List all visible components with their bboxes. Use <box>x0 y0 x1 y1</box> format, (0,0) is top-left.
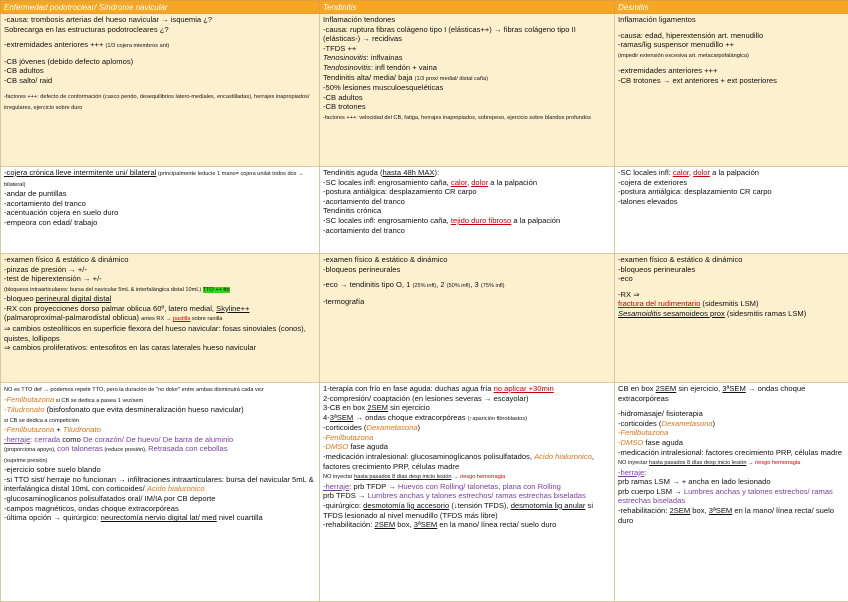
text-run: -eco → tendinitis tipo O, 1 <box>323 280 412 289</box>
cell-line <box>4 284 316 295</box>
text-run: -RX ⇒ <box>618 290 640 299</box>
text-run: -CB trotones → ext anteriores + ext posteriores <box>618 76 777 85</box>
text-run: -postura antiálgica: desplazamiento CR carpo <box>618 187 772 196</box>
cell-line <box>618 428 845 438</box>
text-run: -causa: edad, hiperextensión art. menudillo <box>618 31 763 40</box>
text-run: Inflamación tendones <box>323 15 395 24</box>
cell-line <box>4 218 316 228</box>
text-run: -examen físico & estático & dinámico <box>4 255 129 264</box>
text-run: antes RX → <box>141 316 173 322</box>
text-run: en la mano/ línea recta/ suelo duro <box>618 506 834 525</box>
text-run: sobre ranilla <box>190 316 222 322</box>
text-run: : prb TFDP → <box>349 482 398 491</box>
cell-line <box>618 506 845 525</box>
cell-line <box>4 405 316 415</box>
cell-line <box>323 394 611 404</box>
text-run: -CB trotones <box>323 102 366 111</box>
text-run: NO inyectar <box>323 474 354 480</box>
cell-line <box>323 178 611 188</box>
text-run: -acortamiento del tranco <box>323 197 405 206</box>
cell-line <box>323 197 611 207</box>
text-run: (impedir extensión excesiva art. metacarpofalángica) <box>618 53 749 59</box>
cell-line <box>618 197 845 207</box>
text-run: → <box>451 474 460 480</box>
text-run: -CB adultos <box>4 66 44 75</box>
text-run: perineural digital distal <box>36 294 112 303</box>
cell-signs-tendinitis <box>320 167 615 254</box>
text-run: -factores +++: velocidad del CB, fatiga, herrajes inapropiados, sobrepeso, ejercicio sobre blandos profundos <box>323 115 591 121</box>
text-run: box, <box>395 520 414 529</box>
cell-line <box>618 76 845 86</box>
row-diagnosis <box>1 254 848 383</box>
text-run: a la palpación <box>710 168 759 177</box>
cell-line <box>618 255 845 265</box>
text-run: -corticoides ( <box>618 419 661 428</box>
cell-line <box>4 25 316 35</box>
text-run: -extremidades anteriores +++ <box>4 40 106 49</box>
text-run: calor <box>673 168 689 177</box>
text-run: -factores +++: defecto de conformación (casco pendo, desequilibrios latero-mediales, encastilladas), herrajes inapropiados/ irregulares, ejercicio sobre duro <box>4 94 310 111</box>
text-run: -última opción → quirúrgico: <box>4 513 101 522</box>
cell-line <box>4 313 316 324</box>
text-run: : inflvainas <box>367 53 403 62</box>
cell-line <box>4 444 316 455</box>
text-run: , <box>467 178 471 187</box>
text-run: Tiludronato <box>63 425 101 434</box>
text-run: + <box>54 425 63 434</box>
text-run: -CB adultos <box>323 93 363 102</box>
text-run: Acido hialuronico <box>534 452 592 461</box>
text-run: -Fenilbutazona <box>323 433 373 442</box>
text-run: ⇒ cambios osteolíticos en superficie flexora del hueso navicular: fosas sinoviales (conos), quistes, lollipops <box>4 324 306 343</box>
cell-line <box>323 102 611 112</box>
text-run: prb cuerpo LSM → <box>618 487 684 496</box>
text-run: Acido hialuronico <box>147 484 205 493</box>
cell-line <box>323 112 611 123</box>
text-run: : infl tendón + vaina <box>371 63 437 72</box>
text-run: (reduce presión), <box>103 447 148 453</box>
header-enfermedad-podotroclear: Enfermedad podotroclear/ Síndrome navicular <box>1 1 320 14</box>
text-run: 2SEM <box>375 520 396 529</box>
text-run: -herraje <box>618 468 644 477</box>
text-run: fase aguda <box>348 442 388 451</box>
text-run: si CB se dedica a pasea 1 vez/sem <box>54 398 143 404</box>
cell-line <box>4 435 316 445</box>
cell-line <box>323 206 611 216</box>
cell-line <box>618 31 845 41</box>
cell-line <box>323 471 611 482</box>
text-run: -campos magnéticos, ondas choque extracorpóreas <box>4 504 179 513</box>
cell-line <box>618 187 845 197</box>
text-run: ): <box>434 168 439 177</box>
text-run: (palmaroproximal-palmarodistal oblicua) <box>4 313 141 322</box>
cell-diagnosis-desmitis <box>615 254 848 383</box>
text-run: no aplicar +30min <box>494 384 554 393</box>
text-run: -bloqueo <box>4 294 36 303</box>
text-run: Tenosinovitis <box>323 53 367 62</box>
text-run: -hidromasaje/ fisioterapia <box>618 409 703 418</box>
cell-line <box>618 477 845 487</box>
cell-line <box>323 423 611 433</box>
text-run: -talones elevados <box>618 197 678 206</box>
cell-line <box>323 25 611 44</box>
cell-line <box>323 255 611 265</box>
text-run: nivel cuartilla <box>217 513 263 522</box>
text-run: : cerrada <box>30 435 60 444</box>
cell-line <box>4 324 316 343</box>
cell-line <box>323 413 611 424</box>
cell-line <box>4 395 316 406</box>
cell-signs-podotroclear <box>1 167 320 254</box>
cell-etiology-podotroclear <box>1 14 320 167</box>
cell-line <box>323 501 611 520</box>
cell-line <box>618 265 845 275</box>
cell-line <box>323 433 611 443</box>
cell-line <box>618 168 845 178</box>
text-run: Lumbres anchas y talones estrechos/ ramas estrechas biseladas <box>618 487 833 506</box>
text-run: hasta pasados 8 días desp inicio lesión <box>354 474 451 480</box>
cell-treatment-tendinitis <box>320 383 615 602</box>
cell-line <box>323 452 611 471</box>
text-run: (50% infl) <box>447 283 471 289</box>
text-run: 2SEM <box>656 384 677 393</box>
text-run: (1/3 cojera miembros ant) <box>106 43 170 49</box>
text-run: -Fenilbutazona <box>618 428 668 437</box>
text-run: sin ejercicio, <box>676 384 722 393</box>
cell-line <box>618 468 845 478</box>
text-run: -CB salto/ raid <box>4 76 52 85</box>
cell-line <box>4 274 316 284</box>
header-desmitis: Desmitis <box>615 1 848 14</box>
cell-line <box>618 384 845 403</box>
text-run: CB en box <box>618 384 656 393</box>
cell-line <box>4 475 316 494</box>
row-etiology <box>1 14 848 167</box>
text-run: 2SEM <box>670 506 691 515</box>
cell-line <box>323 226 611 236</box>
text-run: -CB jóvenes (debido defecto aplomos) <box>4 57 133 66</box>
text-run: -empeora con edad/ trabajo <box>4 218 97 227</box>
cell-line <box>4 66 316 76</box>
text-run: : <box>644 468 646 477</box>
text-run: -Fenilbutazona <box>4 395 54 404</box>
text-run: si CB se dedica a competición <box>4 418 79 424</box>
text-run: → ondas choque extracorpóreas <box>618 384 805 403</box>
text-run: -ramas/lig suspensor menudillo ++ <box>618 40 734 49</box>
text-run: (↓tensión TFDS), <box>449 501 510 510</box>
text-run: -medicación intralesional: glucosaminoglicanos polisulfatados, <box>323 452 534 461</box>
cell-line <box>4 513 316 523</box>
text-run: a la palpación <box>511 216 560 225</box>
text-run: con taloneras <box>57 444 103 453</box>
text-run: -Tiludronato <box>4 405 44 414</box>
text-run: 2-compresión/ coaptación (en lesiones severas → escayolar) <box>323 394 529 403</box>
text-run: calor <box>451 178 467 187</box>
text-run: -extremidades anteriores +++ <box>618 66 717 75</box>
cell-line <box>4 294 316 304</box>
text-run: -causa: ruptura fibras colágeno tipo I (elásticas++) → fibras colágeno tipo II (elásticas-) → recidivas <box>323 25 576 44</box>
text-run: 4- <box>323 413 330 422</box>
text-run: (proporciona apoyo), <box>4 447 57 453</box>
text-run: -herraje <box>323 482 349 491</box>
cell-line <box>4 189 316 199</box>
text-run: -eco <box>618 274 633 283</box>
text-run: 3ªSEM <box>709 506 733 515</box>
cell-diagnosis-podotroclear <box>1 254 320 383</box>
cell-line <box>323 168 611 178</box>
text-run: riesgo hemorragia <box>755 460 800 466</box>
text-run: -causa: trombosis arterias del hueso navicular → isquemia ¿? <box>4 15 212 24</box>
text-run: hasta pasados 8 días desp inicio lesión <box>649 460 746 466</box>
cell-line <box>323 187 611 197</box>
text-run: -DMSO <box>618 438 643 447</box>
text-run: (bloqueos intraarticulares: bursa del navicular 5mL & interfalángica distal 10mL) <box>4 287 203 293</box>
text-run: Tendosinovitis <box>323 63 371 72</box>
text-run: Tendinitis aguda ( <box>323 168 383 177</box>
text-run: (1/3 prox/ medial/ distal caña) <box>415 76 488 82</box>
text-run: Tendinitis alta/ media/ baja <box>323 73 415 82</box>
text-run: si TFDS lesionado al nivel menudillo (TFDS más libre) <box>323 501 593 520</box>
text-run: → ondas choque extracorpóreas <box>353 413 467 422</box>
cell-line <box>323 73 611 84</box>
text-run: neurectomía nervio digital lat/ med <box>101 513 217 522</box>
text-run: -acortamiento del tranco <box>323 226 405 235</box>
text-run: (75% infl) <box>481 283 505 289</box>
text-run: -pinzas de presión → +/- <box>4 265 87 274</box>
cell-line <box>4 504 316 514</box>
cell-line <box>323 63 611 73</box>
cell-line <box>4 465 316 475</box>
cell-line <box>4 168 316 189</box>
cell-line <box>618 274 845 284</box>
text-run: sesamoideos prox <box>661 309 725 318</box>
text-run: dolor <box>693 168 710 177</box>
text-run: ) <box>418 423 421 432</box>
cell-line <box>4 343 316 353</box>
cell-line <box>323 83 611 93</box>
text-run: riesgo hemorragia <box>460 474 505 480</box>
text-run: (sidesmitis LSM) <box>700 299 758 308</box>
text-run: sin ejercicio <box>388 403 430 412</box>
cell-line <box>618 299 845 309</box>
row-treatment <box>1 383 848 602</box>
text-run: 3-CB en box <box>323 403 367 412</box>
cell-line <box>4 15 316 25</box>
text-run: TTO ++ tto <box>203 287 230 293</box>
text-run: -herraje <box>4 435 30 444</box>
text-run: Sobrecarga en las estructuras podotrocleares ¿? <box>4 25 169 34</box>
cell-line <box>4 91 316 112</box>
text-run: (principalmente leducie 1 mano= cojera unilat todos dos → bilateral) <box>4 171 304 188</box>
text-run: -acentuación cojera en suelo duro <box>4 208 118 217</box>
cell-line <box>323 384 611 394</box>
text-run: a la palpación <box>488 178 537 187</box>
text-run: ) <box>713 419 716 428</box>
cell-line <box>4 208 316 218</box>
cell-line <box>4 415 316 426</box>
text-run: en la mano/ línea recta/ suelo duro <box>437 520 556 529</box>
cell-line <box>323 265 611 275</box>
text-run: fractura del rudimentario <box>618 299 700 308</box>
text-run: -rehabilitación: <box>618 506 670 515</box>
text-run: -SC locales infl: engrosamiento caña, <box>323 178 451 187</box>
text-run: 1-terapia con frío en fase aguda: duchas agua fría <box>323 384 494 393</box>
text-run: dolor <box>471 178 488 187</box>
text-run: Dexametasona <box>661 419 712 428</box>
text-run: (↑aparición fibroblastos) <box>468 416 527 422</box>
text-run: ⇒ cambios proliferativos: entesofitos en las caras laterales hueso navicular <box>4 343 256 352</box>
text-run: 3ªSEM <box>330 413 354 422</box>
cell-line <box>618 40 845 50</box>
text-run: -50% lesiones musculoesqueléticas <box>323 83 443 92</box>
cell-diagnosis-tendinitis <box>320 254 615 383</box>
cell-line <box>618 448 845 458</box>
row-signs <box>1 167 848 254</box>
cell-line <box>4 76 316 86</box>
text-run: NO inyectar <box>618 460 649 466</box>
text-run: -quirúrgico: <box>323 501 363 510</box>
text-run: (25% infl) <box>412 283 436 289</box>
cell-etiology-tendinitis <box>320 14 615 167</box>
cell-line <box>4 40 316 51</box>
text-run: Lumbres anchas y talones estrechos/ ramas estrechas biseladas <box>368 491 586 500</box>
cell-line <box>4 199 316 209</box>
cell-line <box>4 494 316 504</box>
text-run: Skyline++ <box>216 304 249 313</box>
text-run: fase aguda <box>643 438 683 447</box>
text-run: -TFDS ++ <box>323 44 356 53</box>
text-run: -bloqueos perineurales <box>323 265 400 274</box>
text-run: 3ªSEM <box>414 520 438 529</box>
cell-line <box>4 384 316 395</box>
text-run: -acortamiento del tranco <box>4 199 86 208</box>
cell-line <box>4 265 316 275</box>
cell-line <box>4 455 316 466</box>
cell-line <box>4 255 316 265</box>
text-run: (suprime presión) <box>4 458 48 464</box>
text-run: (sidesmitis ramas LSM) <box>725 309 806 318</box>
text-run: , 3 <box>470 280 481 289</box>
cell-line <box>323 44 611 54</box>
cell-line <box>323 442 611 452</box>
text-run: -medicación intralesional: factores crecimiento PRP, células madre <box>618 448 842 457</box>
text-run: -examen físico & estático & dinámico <box>618 255 743 264</box>
cell-line <box>323 216 611 226</box>
cell-line <box>618 487 845 506</box>
cell-signs-desmitis <box>615 167 848 254</box>
text-run: Huevos con Rolling/ talonetas, plana con Rolling <box>398 482 561 491</box>
cell-line <box>323 482 611 492</box>
text-run: como <box>60 435 83 444</box>
cell-line <box>618 419 845 429</box>
text-run: prb ramas LSM → + ancha en lado lesionado <box>618 477 771 486</box>
cell-line <box>618 50 845 61</box>
text-run: NO es TTO def → podemos repetir TTO, pero la duración de "no dolor" entre ambas disminuirá cada vez <box>4 387 264 393</box>
cell-line <box>323 15 611 25</box>
text-run: -SC locales infl: <box>618 168 673 177</box>
text-run: -cojera de exteriores <box>618 178 687 187</box>
text-run: -DMSO <box>323 442 348 451</box>
cell-line <box>618 409 845 419</box>
text-run: Inflamación ligamentos <box>618 15 696 24</box>
cell-line <box>4 57 316 67</box>
text-run: tejido duro fibroso <box>451 216 511 225</box>
cell-line <box>618 15 845 25</box>
cell-line <box>323 53 611 63</box>
text-run: desmotomía lig accesorio <box>363 501 449 510</box>
text-run: 2SEM <box>367 403 388 412</box>
cell-line <box>4 304 316 314</box>
text-run: box, <box>690 506 709 515</box>
text-run: -glucosaminoglicanos polisulfatados oral/ IM/IA por CB deporte <box>4 494 215 503</box>
text-run: -ejercicio sobre suelo blando <box>4 465 101 474</box>
header-tendinitis: Tendinitis <box>320 1 615 14</box>
cell-treatment-podotroclear <box>1 383 320 602</box>
cell-line <box>618 290 845 300</box>
text-run: , factores crecimiento PRP, células madre <box>323 452 594 471</box>
text-run: (bisfosfonato que evita desmineralización hueso navicular) <box>44 405 243 414</box>
text-run: -test de hiperextensión → +/- <box>4 274 102 283</box>
text-run: -examen físico & estático & dinámico <box>323 255 448 264</box>
cell-line <box>323 403 611 413</box>
cell-line <box>323 520 611 530</box>
text-run: Dexametasona <box>366 423 417 432</box>
cell-line <box>618 66 845 76</box>
cell-line <box>4 425 316 435</box>
cell-line <box>618 309 845 319</box>
text-run: -si TTO sist/ herraje no funcionan → infiltraciones intraarticulares: bursa del navicular 5mL & interfalángica distal 10mL con corticoides/ <box>4 475 314 494</box>
cell-line <box>618 178 845 188</box>
cell-line <box>323 491 611 501</box>
text-run: Sesamoiditis <box>618 309 661 318</box>
text-run: , 2 <box>436 280 447 289</box>
text-run: hasta 48h MAX <box>383 168 435 177</box>
cell-line <box>323 297 611 307</box>
text-run: prb TFDS → <box>323 491 368 500</box>
header-row <box>1 1 848 14</box>
text-run: → <box>746 460 755 466</box>
text-run: -postura antiálgica: desplazamiento CR carpo <box>323 187 477 196</box>
text-run: De corazón/ De huevo/ De barra de aluminio <box>83 435 233 444</box>
cell-line <box>618 457 845 468</box>
text-run: -termografía <box>323 297 364 306</box>
cell-line <box>618 438 845 448</box>
text-run: 3ªSEM <box>722 384 746 393</box>
text-run: -SC locales infl: engrosamiento caña, <box>323 216 451 225</box>
text-run: desmotomía lig anular <box>511 501 586 510</box>
text-run: -corticoides ( <box>323 423 366 432</box>
cell-line <box>323 93 611 103</box>
cell-etiology-desmitis <box>615 14 848 167</box>
text-run: -cojera crónica lleve intermitente uni/ bilateral <box>4 168 156 177</box>
text-run: , <box>689 168 693 177</box>
cell-treatment-desmitis <box>615 383 848 602</box>
text-run: -RX con proyecciones dorso palmar oblicua 60º, latero medial, <box>4 304 216 313</box>
text-run: -andar de puntillas <box>4 189 66 198</box>
text-run: Tendinitis crónica <box>323 206 381 215</box>
text-run: -rehabilitación: <box>323 520 375 529</box>
text-run: Retrasada con cebollas <box>148 444 227 453</box>
text-run: pastilla <box>173 316 190 322</box>
cell-line <box>323 280 611 291</box>
text-run: -Fenilbutazona <box>4 425 54 434</box>
text-run: -bloqueos perineurales <box>618 265 695 274</box>
